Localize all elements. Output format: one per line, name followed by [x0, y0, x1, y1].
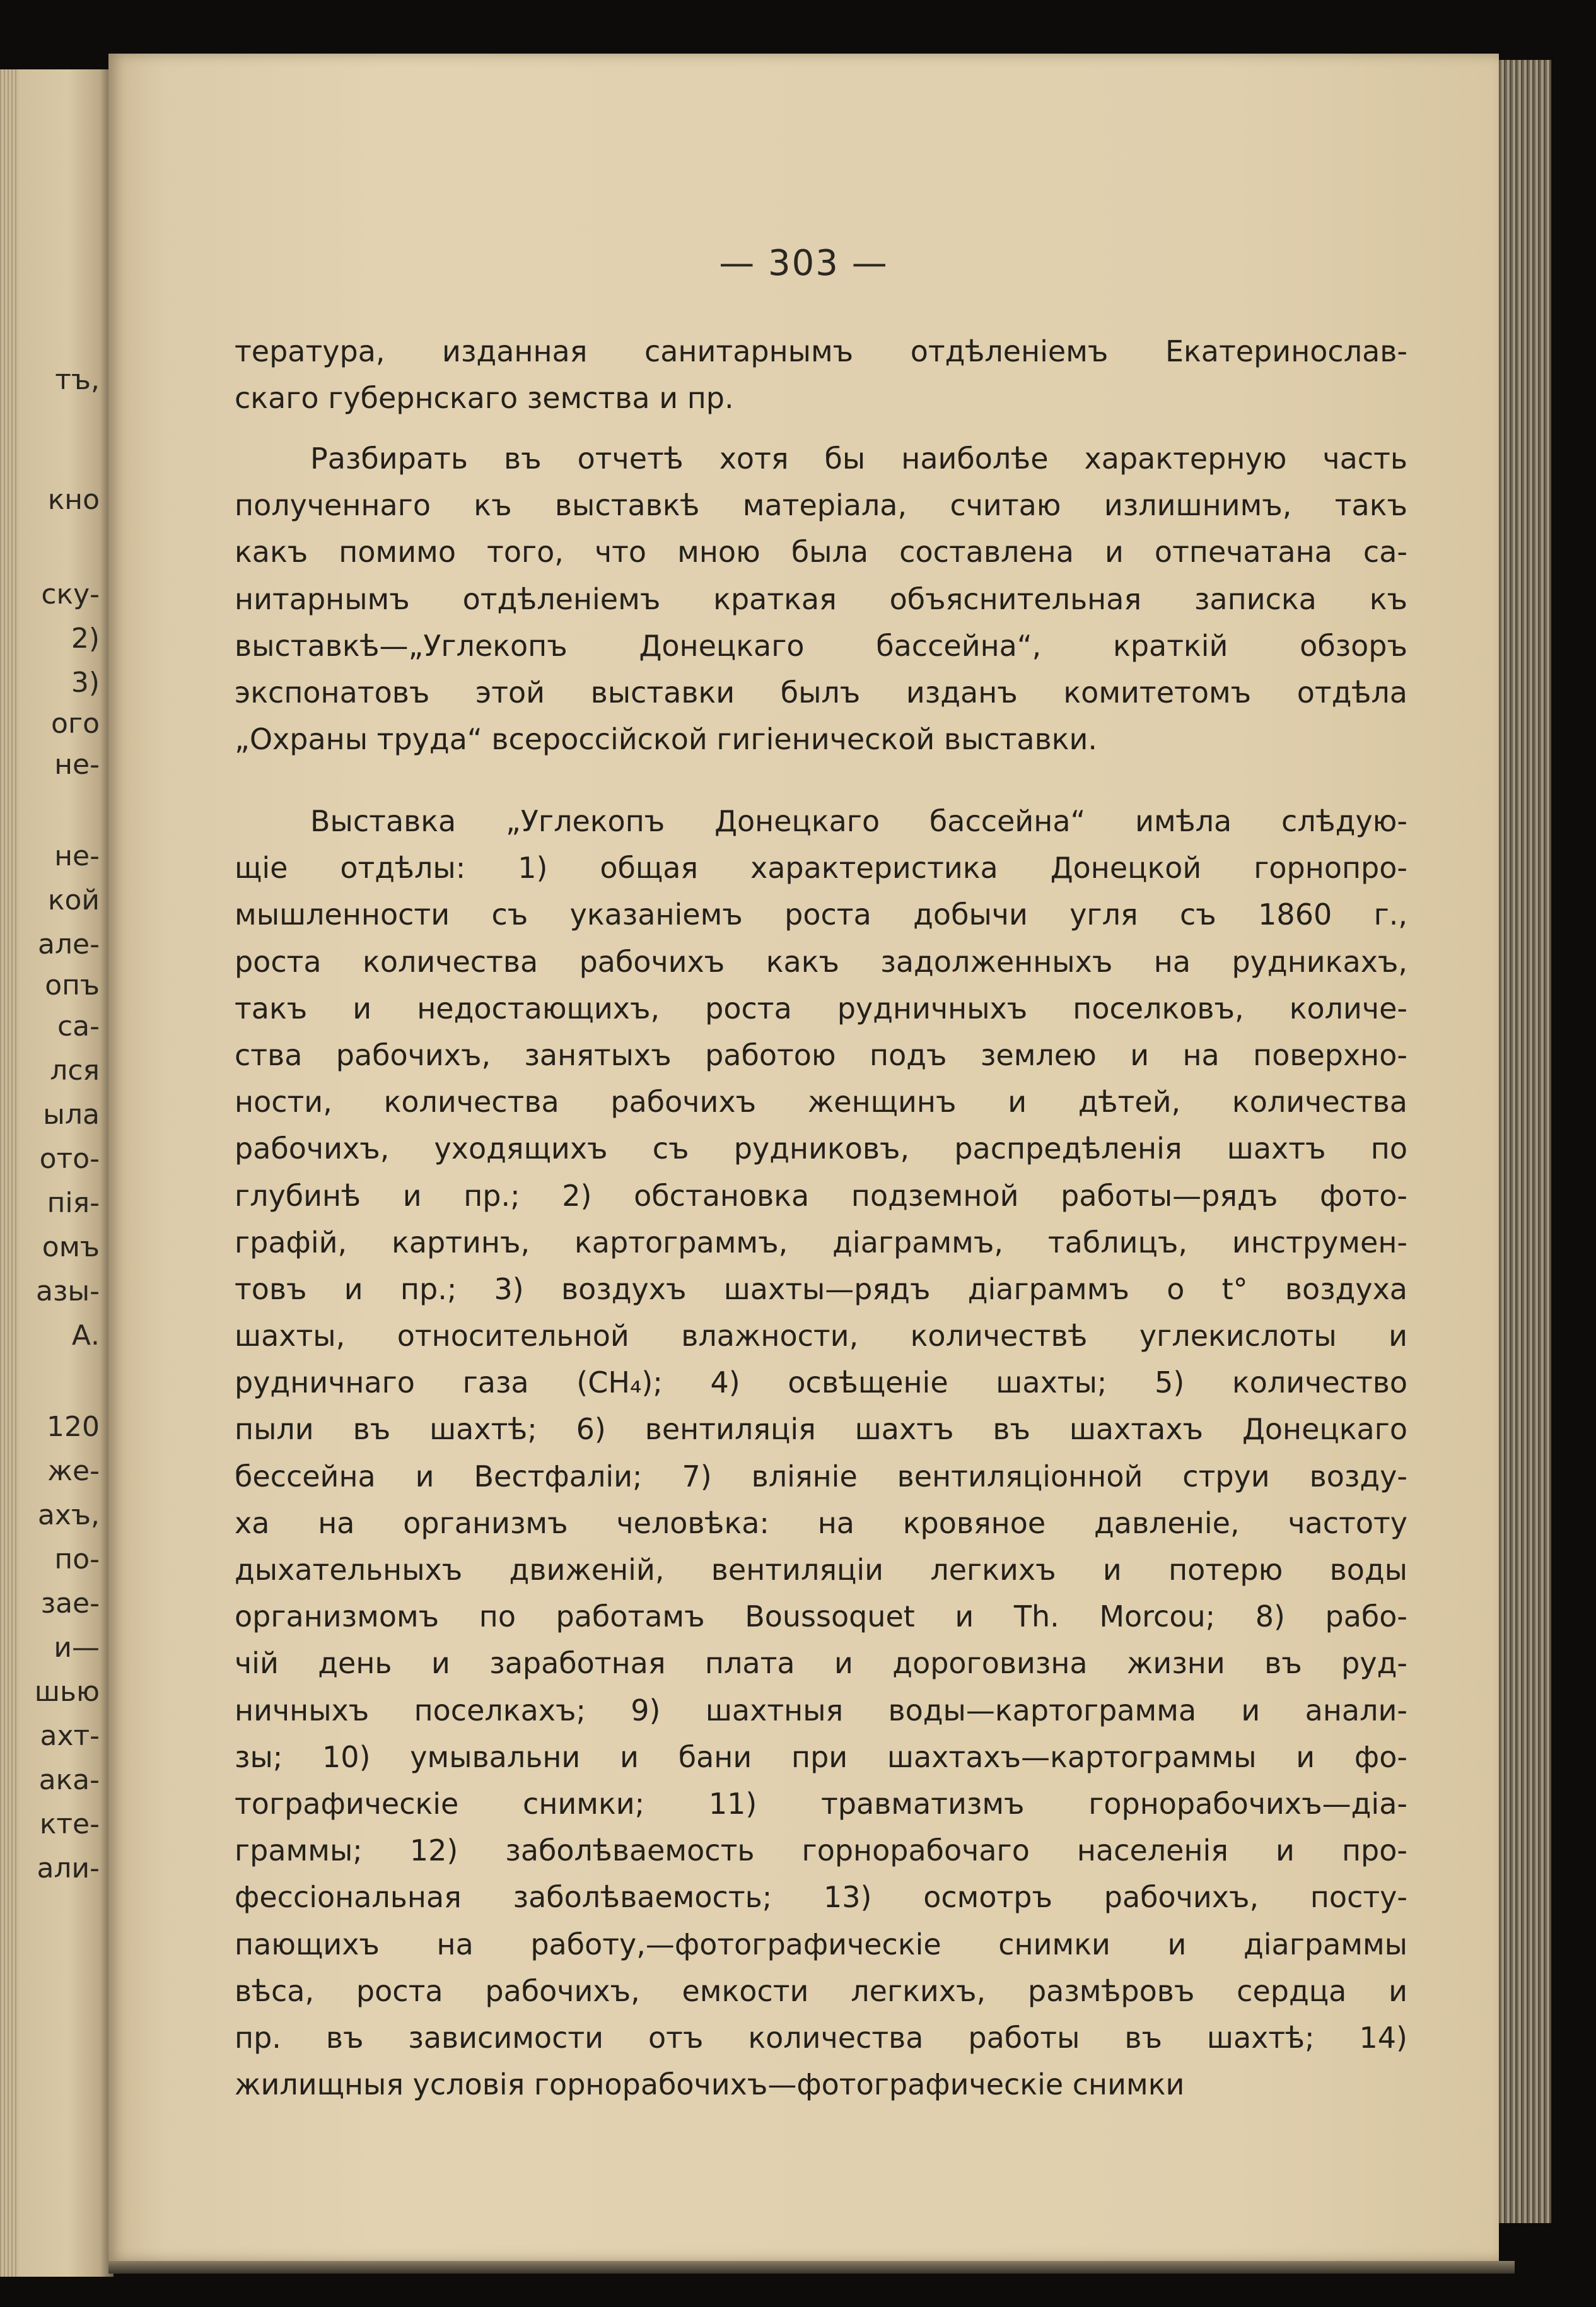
text-line: ха на организмъ человѣка: на кровяное давленіе, частоту — [235, 1505, 1407, 1540]
left-page-fragment: тъ, — [55, 364, 100, 396]
text-line: фессіональная заболѣваемость; 13) осмотръ рабочихъ, посту- — [235, 1880, 1407, 1915]
book-page — [108, 54, 1499, 2261]
left-page-fragment: же- — [47, 1455, 100, 1487]
text-line: глубинѣ и пр.; 2) обстановка подземной работы—рядъ фото- — [235, 1178, 1407, 1213]
text-line: вѣса, роста рабочихъ, емкости легкихъ, размѣровъ сердца и — [235, 1973, 1407, 2008]
page-bottom-edge — [108, 2261, 1515, 2274]
left-page-fragment: ого — [51, 708, 100, 740]
left-page-fragment: ака- — [38, 1764, 100, 1796]
text-line: графій, картинъ, картограммъ, діаграммъ, таблицъ, инструмен- — [235, 1225, 1407, 1259]
left-facing-page — [0, 69, 114, 2277]
text-line: Разбирать въ отчетѣ хотя бы наиболѣе характерную часть — [310, 441, 1407, 476]
text-line: скаго губернскаго земства и пр. — [235, 381, 734, 416]
left-page-fragment: ахт- — [40, 1720, 100, 1752]
text-line: ства рабочихъ, занятыхъ работою подъ землею и на поверхно- — [235, 1037, 1407, 1072]
text-line: выставкѣ—„Углекопъ Донецкаго бассейна“, краткій обзоръ — [235, 628, 1407, 663]
text-line: организмомъ по работамъ Boussoquet и Th. Morcou; 8) рабо- — [235, 1599, 1407, 1634]
text-line: чій день и заработная плата и дороговизна жизни въ руд- — [235, 1646, 1407, 1681]
text-line: пр. въ зависимости отъ количества работы въ шахтѣ; 14) — [235, 2020, 1407, 2055]
left-page-fragment: и— — [54, 1632, 100, 1664]
text-line: нитарнымъ отдѣленіемъ краткая объяснительная записка къ — [235, 581, 1407, 616]
left-page-fragment: ску- — [41, 578, 100, 610]
text-line: тографическіе снимки; 11) травматизмъ горнорабочихъ—діа- — [235, 1786, 1407, 1821]
left-page-fragment: азы- — [36, 1275, 100, 1307]
text-line: полученнаго къ выставкѣ матеріала, считаю излишнимъ, такъ — [235, 488, 1407, 523]
left-page-fragment: зае- — [40, 1587, 100, 1620]
left-page-fragment: ыла — [43, 1099, 100, 1131]
text-line: пыли въ шахтѣ; 6) вентиляція шахтъ въ шахтахъ Донецкаго — [235, 1412, 1407, 1447]
paragraph-1 — [235, 328, 1407, 421]
text-line: товъ и пр.; 3) воздухъ шахты—рядъ діаграммъ о t° воздуха — [235, 1271, 1407, 1306]
text-line: жилищныя условія горнорабочихъ—фотографическіе снимки — [235, 2067, 1185, 2102]
text-line: Выставка „Углекопъ Донецкаго бассейна“ имѣла слѣдую- — [310, 804, 1407, 838]
left-page-fragment: пія- — [47, 1187, 100, 1219]
text-line: пающихъ на работу,—фотографическіе снимки и діаграммы — [235, 1927, 1407, 1961]
left-page-fragment: по- — [54, 1543, 100, 1575]
text-line: тература, изданная санитарнымъ отдѣленіемъ Екатеринослав- — [235, 334, 1407, 368]
paragraph-3 — [235, 798, 1407, 2108]
left-page-fragment: але- — [37, 928, 100, 961]
text-line: рудничнаго газа (CH₄); 4) освѣщеніе шахты; 5) количество — [235, 1365, 1407, 1400]
text-line: мышленности съ указаніемъ роста добычи угля съ 1860 г., — [235, 897, 1407, 932]
text-line: щіе отдѣлы: 1) общая характеристика Донецкой горнопро- — [235, 851, 1407, 885]
left-page-fragment: са- — [57, 1010, 100, 1043]
left-page-fragment: ото- — [39, 1143, 100, 1175]
page-number: — 303 — — [719, 243, 888, 284]
left-page-fragment: 120 — [47, 1411, 100, 1443]
text-line: дыхательныхъ движеній, вентиляціи легкихъ и потерю воды — [235, 1553, 1407, 1587]
text-line: бессейна и Вестфаліи; 7) вліяніе вентиляціонной струи возду- — [235, 1459, 1407, 1493]
left-page-fragment: лся — [50, 1054, 100, 1087]
left-page-fragment: кно — [47, 484, 100, 516]
text-line: шахты, относительной влажности, количествѣ углекислоты и — [235, 1319, 1407, 1353]
text-line: граммы; 12) заболѣваемость горнорабочаго населенія и про- — [235, 1833, 1407, 1868]
paragraph-2 — [235, 435, 1407, 762]
text-line: такъ и недостающихъ, роста рудничныхъ поселковъ, количе- — [235, 991, 1407, 1025]
left-page-fragment: кте- — [39, 1808, 100, 1840]
left-page-fragment: опъ — [45, 969, 100, 1002]
text-line: какъ помимо того, что мною была составлена и отпечатана са- — [235, 535, 1407, 569]
left-page-fragment: шью — [34, 1676, 100, 1708]
left-page-fragment: али- — [37, 1852, 100, 1884]
left-page-fragment: кой — [47, 884, 100, 916]
text-line: зы; 10) умывальни и бани при шахтахъ—картограммы и фо- — [235, 1739, 1407, 1774]
left-page-fragment: не- — [54, 840, 100, 872]
left-page-fragment: 3) — [71, 667, 100, 699]
left-page-fragment: ахъ, — [37, 1499, 100, 1531]
text-line: экспонатовъ этой выставки былъ изданъ комитетомъ отдѣла — [235, 675, 1407, 710]
left-page-edge — [0, 69, 19, 2277]
left-page-fragment: 2) — [71, 622, 100, 655]
text-line: ности, количества рабочихъ женщинъ и дѣтей, количества — [235, 1085, 1407, 1119]
left-page-fragment: А. — [71, 1319, 100, 1352]
left-page-fragment: омъ — [42, 1231, 100, 1263]
left-page-fragment: не- — [54, 749, 100, 781]
text-line: рабочихъ, уходящихъ съ рудниковъ, распредѣленія шахтъ по — [235, 1131, 1407, 1166]
text-line: ничныхъ поселкахъ; 9) шахтныя воды—картограмма и анали- — [235, 1693, 1407, 1727]
text-line: „Охраны труда“ всероссійской гигіенической выставки. — [235, 722, 1097, 757]
text-line: роста количества рабочихъ какъ задолженныхъ на рудникахъ, — [235, 944, 1407, 979]
